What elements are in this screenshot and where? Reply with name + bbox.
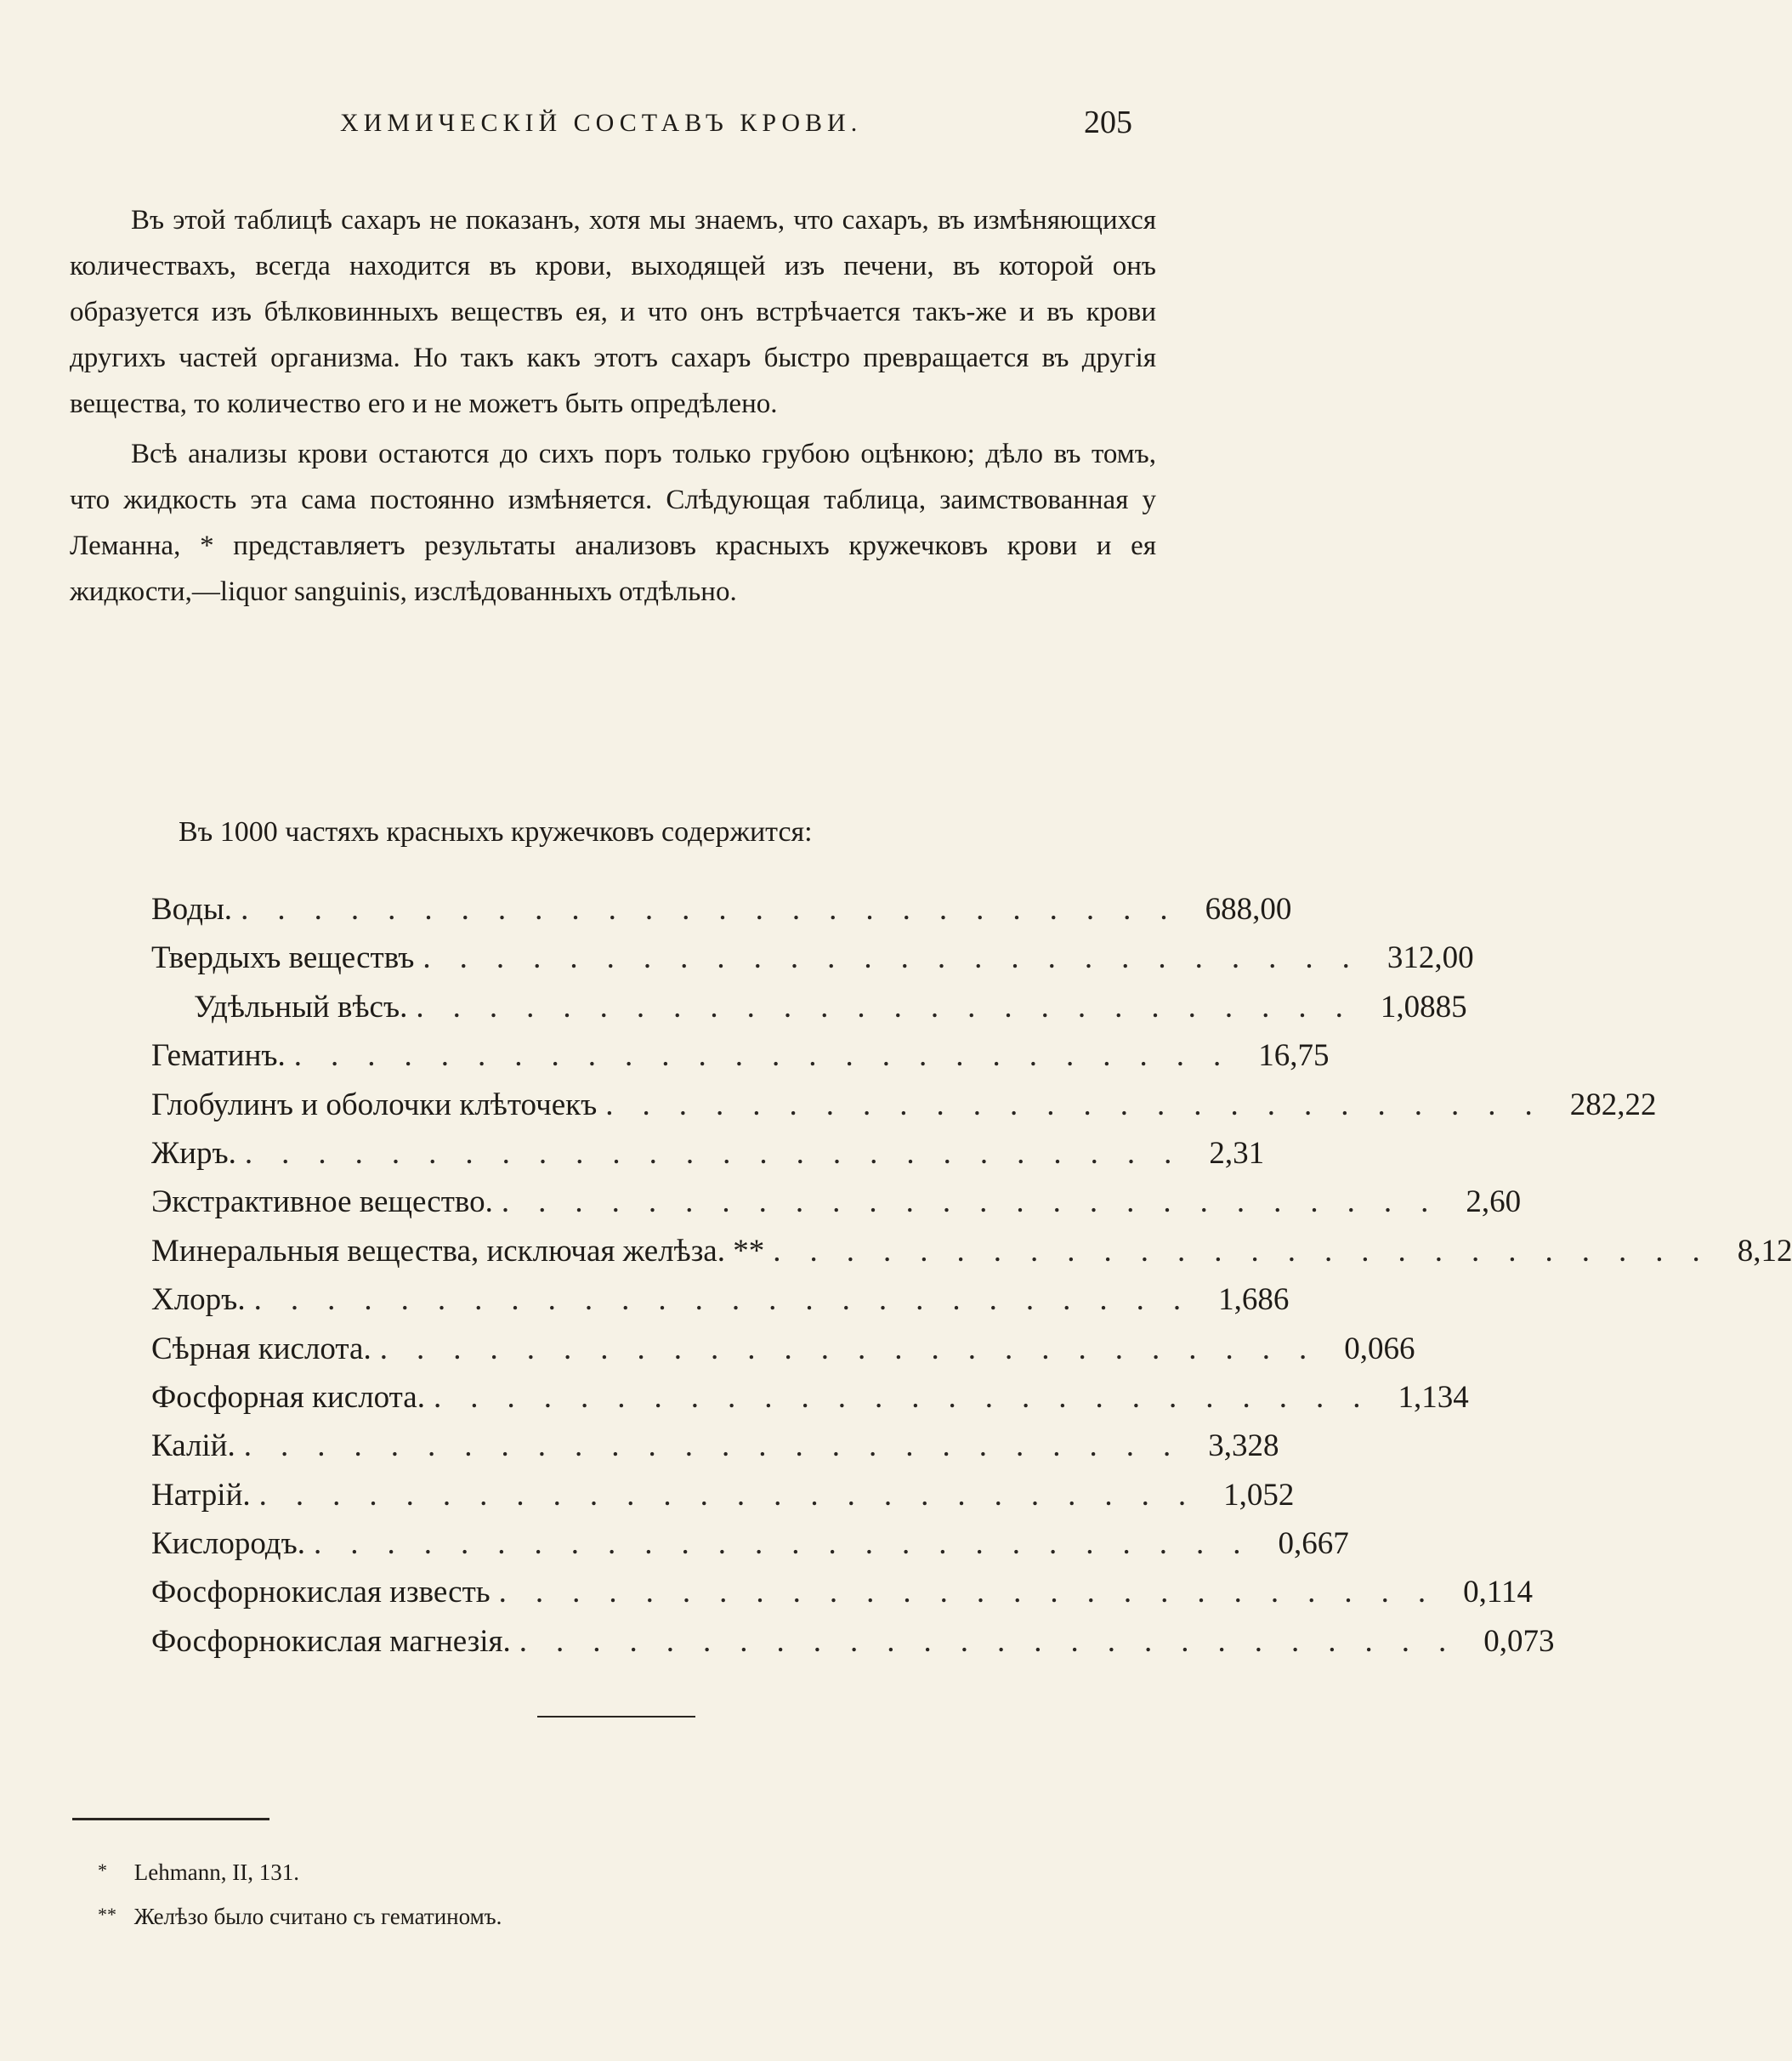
row-label: Сѣрная кислота. <box>151 1331 371 1366</box>
table-row <box>151 989 1467 1037</box>
row-value: 0,114 <box>1463 1575 1534 1610</box>
running-head: ХИМИЧЕСКІЙ СОСТАВЪ КРОВИ. <box>340 109 863 137</box>
table-row <box>151 1135 1265 1184</box>
row-value: 688,00 <box>1205 892 1292 927</box>
closing-rule <box>537 1716 695 1718</box>
table-row <box>151 1428 1279 1476</box>
dot-leader: .......................... <box>244 1135 1201 1171</box>
row-value: 1,0885 <box>1380 989 1467 1025</box>
row-label: Натрій. <box>151 1477 251 1513</box>
row-label: Калій. <box>151 1428 235 1464</box>
row-value: 1,686 <box>1218 1282 1290 1318</box>
row-label: Воды. <box>151 892 233 927</box>
row-label: Гематинъ. <box>151 1038 286 1074</box>
dot-leader: .......................... <box>243 1428 1200 1464</box>
footnotes <box>98 1849 502 1938</box>
table-row <box>151 1477 1295 1525</box>
dot-leader: .......................... <box>379 1331 1336 1366</box>
dot-leader: .......................... <box>773 1233 1729 1269</box>
row-label: Удѣльный вѣсъ. <box>194 989 408 1025</box>
dot-leader: .......................... <box>422 940 1379 976</box>
table-row <box>151 1379 1469 1428</box>
footnote-mark: * <box>98 1859 107 1881</box>
dot-leader: .......................... <box>519 1623 1476 1659</box>
table-row <box>151 1087 1657 1135</box>
table-row <box>151 1331 1415 1379</box>
footnote-text: Желѣзо было считано съ гематиномъ. <box>133 1904 502 1929</box>
body-text <box>70 197 1156 619</box>
composition-table <box>151 891 1792 1672</box>
row-value: 2,31 <box>1209 1135 1265 1171</box>
row-value: 282,22 <box>1569 1087 1657 1122</box>
row-value: 0,073 <box>1483 1623 1555 1659</box>
table-row <box>151 1574 1534 1622</box>
row-label: Жиръ. <box>151 1135 236 1171</box>
table-row <box>151 1623 1555 1672</box>
row-value: 3,328 <box>1208 1428 1279 1464</box>
row-value: 2,60 <box>1466 1184 1522 1220</box>
dot-leader: .......................... <box>241 892 1197 927</box>
row-label: Хлоръ. <box>151 1282 246 1318</box>
footnote <box>98 1849 502 1894</box>
row-value: 16,75 <box>1258 1038 1330 1074</box>
table-caption: Въ 1000 частяхъ красныхъ кружечковъ содержится: <box>179 816 813 848</box>
dot-leader: .......................... <box>501 1184 1458 1220</box>
footnote-mark: ** <box>98 1904 116 1925</box>
table-row <box>151 891 1292 940</box>
row-label: Кислородъ. <box>151 1526 306 1562</box>
table-row <box>151 1184 1522 1232</box>
dot-leader: .......................... <box>314 1526 1270 1562</box>
row-label: Фосфорнокислая известь <box>151 1575 491 1610</box>
paragraph-sugar: Въ этой таблицѣ сахаръ не показанъ, хотя мы знаемъ, что сахаръ, въ измѣняющихся количествахъ, всегда находится въ крови, выходящей изъ печени, въ которой онъ образуется изъ бѣлковинныхъ веществъ ея, и что онъ встрѣчается такъ-же и въ крови другихъ частей организма. Но такъ какъ этотъ сахаръ быстро превращается въ другія вещества, то количество его и не можетъ быть опредѣлено. <box>70 205 1156 419</box>
row-value: 1,052 <box>1223 1477 1295 1513</box>
dot-leader: .......................... <box>433 1379 1390 1415</box>
dot-leader: .......................... <box>498 1575 1455 1610</box>
dot-leader: .......................... <box>258 1477 1216 1513</box>
paragraph-analyses: Всѣ анализы крови остаются до сихъ поръ только грубою оцѣнкою; дѣло въ томъ, что жидкость эта сама постоянно измѣняется. Слѣдующая таблица, заимствованная у Леманна, * представляетъ результаты анализовъ красныхъ кружечковъ крови и ея жидкости,—liquor sanguinis, изслѣдованныхъ отдѣльно. <box>70 439 1156 607</box>
row-value: 0,066 <box>1344 1331 1415 1366</box>
dot-leader: .......................... <box>253 1282 1211 1318</box>
row-value: 312,00 <box>1387 940 1474 976</box>
row-value: 0,667 <box>1278 1526 1349 1562</box>
table-row <box>151 1281 1290 1330</box>
dot-leader: .......................... <box>416 989 1372 1025</box>
dot-leader: .......................... <box>605 1087 1562 1122</box>
row-label: Фосфорнокислая магнезія. <box>151 1623 511 1659</box>
table-row <box>151 1525 1349 1574</box>
page-number: 205 <box>1084 105 1132 140</box>
footnote <box>98 1894 502 1938</box>
row-value: 8,12 <box>1737 1233 1792 1269</box>
dot-leader: .......................... <box>293 1038 1250 1074</box>
row-label: Твердыхъ веществъ <box>151 940 415 976</box>
row-label: Глобулинъ и оболочки клѣточекъ <box>151 1087 598 1122</box>
table-row <box>151 1037 1330 1086</box>
footnote-rule <box>72 1818 269 1820</box>
row-label: Минеральныя вещества, исключая желѣза. ** <box>151 1233 765 1269</box>
row-label: Экстрактивное вещество. <box>151 1184 493 1220</box>
row-label: Фосфорная кислота. <box>151 1379 425 1415</box>
table-row <box>151 940 1474 988</box>
row-value: 1,134 <box>1398 1379 1469 1415</box>
footnote-text: Lehmann, II, 131. <box>133 1859 299 1885</box>
table-row <box>151 1233 1792 1281</box>
